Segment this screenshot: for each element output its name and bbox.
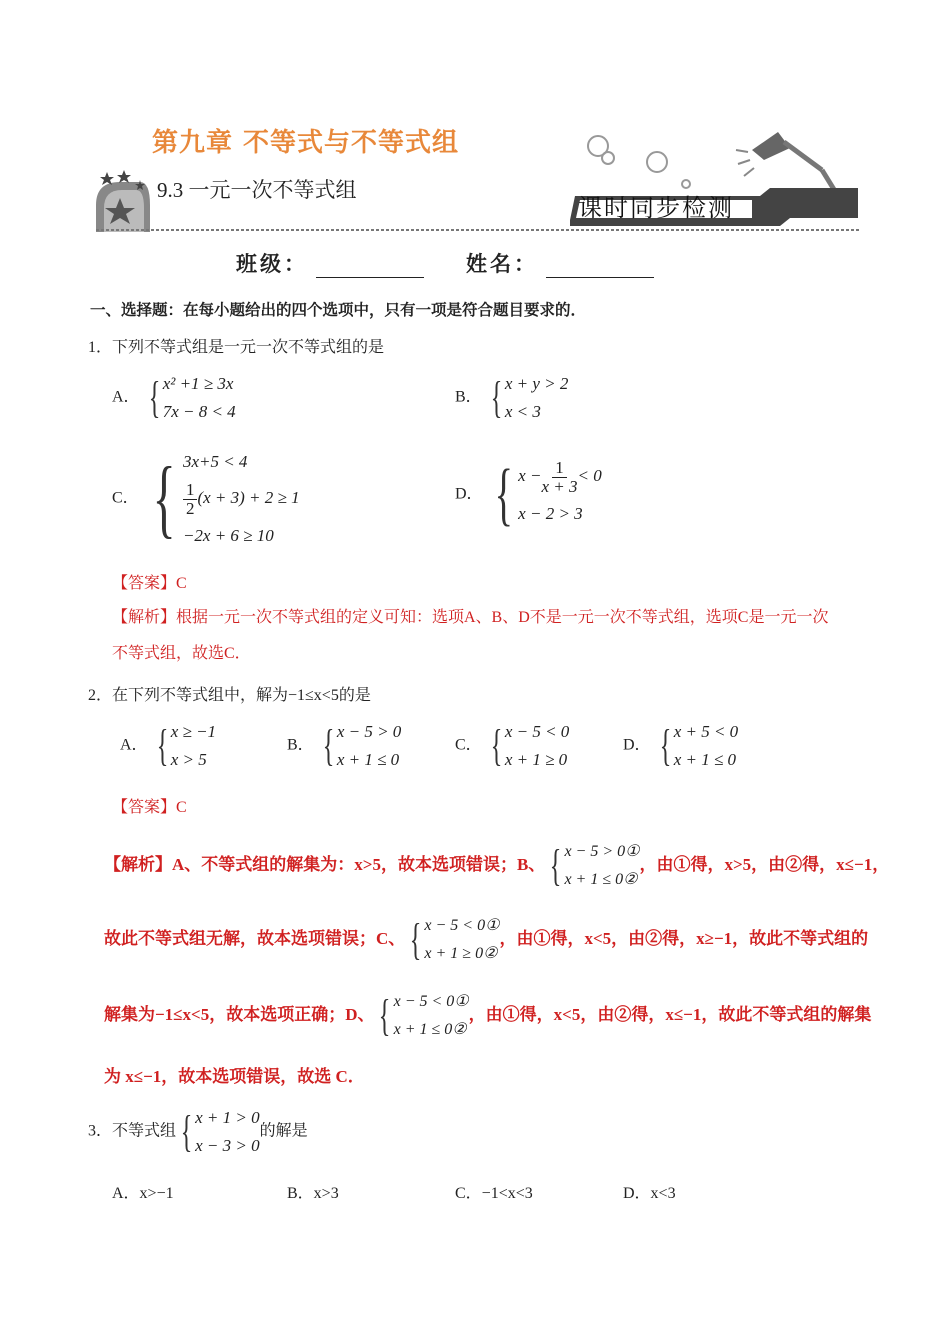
q3-option-d: D．x<3	[623, 1185, 676, 1202]
name-field[interactable]	[466, 248, 654, 278]
q2-analysis-text: ，由①得，x>5，由②得，x≤−1，	[639, 854, 890, 874]
q2-option-d: D． { x + 5 < 0 x + 1 ≤ 0	[623, 718, 738, 774]
class-blank[interactable]	[316, 257, 424, 278]
q2-b-line: x − 5 > 0	[336, 722, 402, 741]
q2-analysis-line1: 【解析】A、不等式组的解集为：x>5，故本选项错误；B、 { x − 5 > 0① x + 1 ≤ 0② ，由①得，x>5，由②得，x≤−1，	[104, 838, 889, 894]
q2-option-c: C． { x − 5 < 0 x + 1 ≥ 0	[455, 718, 569, 774]
q2-analysis-text: 解集为−1≤x<5，故本选项正确；D、	[104, 1004, 375, 1024]
q1-c-line2	[183, 480, 300, 518]
q1-c-label: C．	[112, 489, 139, 507]
q2-a-line: x ≥ −1	[170, 722, 217, 741]
section-title: 9.3 一元一次不等式组	[157, 178, 357, 202]
q1-d-pre: x −	[518, 466, 542, 485]
section-heading: 一、选择题：在每小题给出的四个选项中，只有一项是符合题目要求的．	[90, 302, 587, 319]
q2-c-line: x − 5 < 0	[504, 722, 570, 741]
q1-d-frac-den: x + 3	[541, 476, 578, 496]
q2-a-line: x > 5	[170, 750, 207, 769]
q3-stem: 3．不等式组 { x + 1 > 0 x − 3 > 0 的解是	[88, 1104, 308, 1160]
q2-b-label: B．	[287, 736, 314, 754]
q2-analysis-line4: 为 x≤−1，故本选项错误，故选 C．	[104, 1067, 365, 1086]
q3-line: x − 3 > 0	[195, 1136, 260, 1155]
name-label: 姓名：	[466, 252, 538, 276]
q2-analysis-text: 【解析】A、不等式组的解集为：x>5，故本选项错误；B、	[104, 854, 546, 874]
q1-option-a: A． { x² +1 ≥ 3x 7x − 8 < 4	[112, 370, 236, 426]
q2-option-a: A． { x ≥ −1 x > 5	[120, 718, 216, 774]
q2-sys-line: x + 1 ≤ 0②	[393, 1021, 467, 1038]
q3-option-a: A．x>−1	[112, 1185, 174, 1202]
q1-b-label: B．	[455, 388, 482, 406]
q2-analysis-text: 故此不等式组无解，故本选项错误；C、	[104, 928, 406, 948]
q2-sys-line: x − 5 > 0①	[564, 843, 640, 860]
badge-text: 课时同步检测	[578, 196, 734, 222]
q2-d-line: x + 1 ≤ 0	[673, 750, 737, 769]
q2-analysis-line2: 故此不等式组无解，故本选项错误；C、 { x − 5 < 0① x + 1 ≥ 0② ，由①得，x<5，由②得，x≥−1，故此不等式组的	[104, 912, 868, 968]
star-badge-icon	[96, 170, 150, 232]
q2-d-label: D．	[623, 736, 651, 754]
q3-stem-pre: 3．不等式组	[88, 1122, 177, 1140]
q1-analysis-line: 不等式组，故选C．	[112, 645, 251, 662]
q1-option-d: D． { x − $\frac{1}{x + 3}$ < 0 x − 2 > 3	[455, 455, 602, 533]
q1-c-line3: −2x + 6 ≥ 10	[182, 525, 274, 545]
q2-sys-line: x − 5 < 0①	[393, 993, 469, 1010]
class-field[interactable]	[236, 248, 424, 278]
q1-d-line1	[518, 458, 602, 496]
header-decoration	[0, 0, 950, 240]
q3-option-b: B．x>3	[287, 1185, 339, 1202]
chapter-title: 第九章 不等式与不等式组	[152, 128, 460, 158]
q1-c-frac-num: 1	[183, 481, 198, 500]
q1-c-frac-den: 2	[185, 498, 195, 518]
q1-b-line: x < 3	[504, 402, 541, 421]
q1-d-frac-num: 1	[552, 459, 567, 478]
q3-line: x + 1 > 0	[195, 1108, 260, 1127]
q1-answer: 【答案】C	[112, 575, 187, 592]
q2-c-label: C．	[455, 736, 482, 754]
q2-d-line: x + 5 < 0	[673, 722, 739, 741]
q2-stem: 2．在下列不等式组中，解为−1≤x<5的是	[88, 687, 371, 704]
q1-a-label: A．	[112, 388, 140, 406]
q1-c-line1: 3x+5 < 4	[182, 452, 248, 471]
q2-b-line: x + 1 ≤ 0	[336, 750, 400, 769]
q2-analysis-line3: 解集为−1≤x<5，故本选项正确；D、 { x − 5 < 0① x + 1 ≤ 0② ，由①得，x<5，由②得，x≤−1，故此不等式组的解集	[104, 988, 871, 1044]
q1-d-post: < 0	[577, 466, 602, 485]
q1-stem: 1．下列不等式组是一元一次不等式组的是	[88, 339, 385, 356]
q1-a-line: 7x − 8 < 4	[162, 402, 236, 421]
class-label: 班级：	[236, 252, 308, 276]
q1-analysis-line: 【解析】根据一元一次不等式组的定义可知：选项A、B、D不是一元一次不等式组，选项C是一元一次	[112, 609, 829, 626]
q1-d-label: D．	[455, 485, 483, 503]
q1-c-line2-rest: (x + 3) + 2 ≥ 1	[197, 488, 300, 507]
q2-answer: 【答案】C	[112, 799, 187, 816]
q1-a-line: x² +1 ≥ 3x	[162, 374, 234, 393]
q1-option-b: B． { x + y > 2 x < 3	[455, 370, 568, 426]
q2-sys-line: x + 1 ≤ 0②	[564, 871, 638, 888]
q2-c-line: x + 1 ≥ 0	[504, 750, 568, 769]
q2-a-label: A．	[120, 736, 148, 754]
q3-stem-post: 的解是	[259, 1122, 308, 1140]
q1-d-line2: x − 2 > 3	[518, 503, 583, 523]
q1-analysis	[112, 600, 828, 672]
q1-b-line: x + y > 2	[504, 374, 569, 393]
bubbles-icon	[588, 136, 690, 188]
q2-analysis-text: ，由①得，x<5，由②得，x≤−1，故此不等式组的解集	[468, 1004, 872, 1024]
q3-option-c: C．−1<x<3	[455, 1185, 533, 1202]
q1-option-c: C． { 3x+5 < 4 $\frac{1}{2}$ (x + 3) + 2 ≥ 1 −2x + 6 ≥ 10	[112, 444, 300, 554]
desk-lamp-icon	[736, 132, 838, 196]
q2-sys-line: x + 1 ≥ 0②	[424, 945, 498, 962]
q2-option-b: B． { x − 5 > 0 x + 1 ≤ 0	[287, 718, 401, 774]
name-blank[interactable]	[546, 257, 654, 278]
q2-analysis-text: ，由①得，x<5，由②得，x≥−1，故此不等式组的	[499, 928, 869, 948]
q2-sys-line: x − 5 < 0①	[424, 917, 500, 934]
